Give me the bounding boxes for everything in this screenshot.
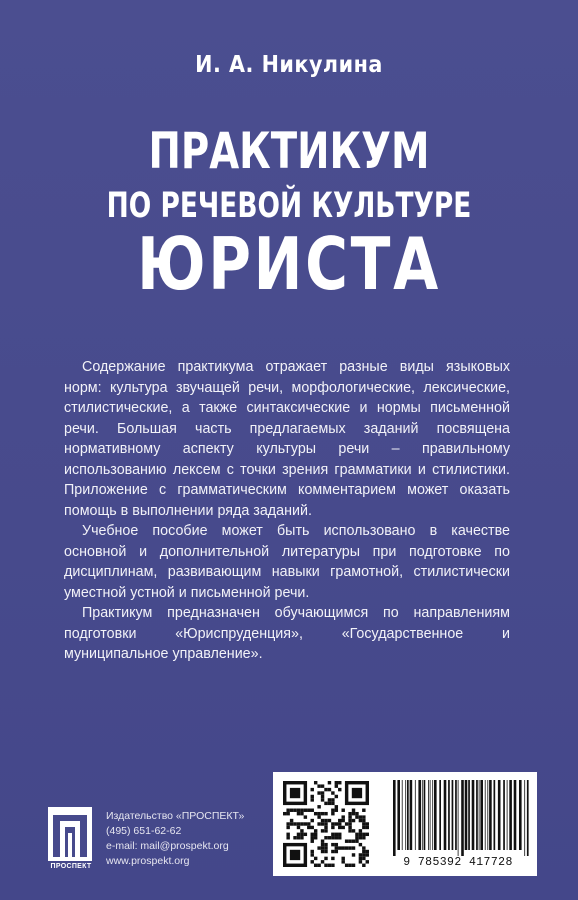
description-paragraph-2: Учебное пособие может быть использовано в качестве основной и дополнительной литературы при подготовке по дисциплинам, развивающим навыки грамотной, стилистически уместной устной и письменной речи. xyxy=(64,523,510,601)
title-line-1: ПРАКТИКУМ xyxy=(148,122,430,180)
title-line-2: ПО РЕЧЕВОЙ КУЛЬТУРЕ xyxy=(106,186,472,226)
qr-code-icon xyxy=(283,781,369,867)
publisher-logo-label: ПРОСПЕКТ xyxy=(50,863,92,870)
description-paragraph-3: Практикум предназначен обучающимся по направлениям подготовки «Юриспруденция», «Государственное и муниципальное управление». xyxy=(64,605,510,662)
publisher-name: Издательство «ПРОСПЕКТ» xyxy=(106,810,245,822)
isbn-barcode-icon xyxy=(391,780,529,856)
description-paragraph-1: Содержание практикума отражает разные виды языковых норм: культура звучащей речи, морфологические, лексические, стилистические, а также синтаксические и нормы письменной речи. Большая часть предлагаемых заданий посвящена нормативному аспекту культуры речи – правильному использованию лексем с точки зрения грамматики и стилистики. Приложение с грамматическим комментарием может оказать помощь в выполнении ряда заданий. xyxy=(64,359,510,519)
publisher-website: www.prospekt.org xyxy=(106,855,190,867)
isbn-number: 9 785392 417728 xyxy=(403,856,513,869)
author-name: И. А. Никулина xyxy=(195,52,383,78)
publisher-email: e-mail: mail@prospekt.org xyxy=(106,840,229,852)
publisher-block xyxy=(48,793,278,883)
barcode-panel xyxy=(273,772,537,876)
publisher-contacts xyxy=(106,809,244,869)
publisher-phone: (495) 651-62-62 xyxy=(106,825,182,837)
publisher-logo-icon xyxy=(48,807,92,861)
title-line-3: ЮРИСТА xyxy=(137,222,441,306)
description-block xyxy=(64,357,510,665)
